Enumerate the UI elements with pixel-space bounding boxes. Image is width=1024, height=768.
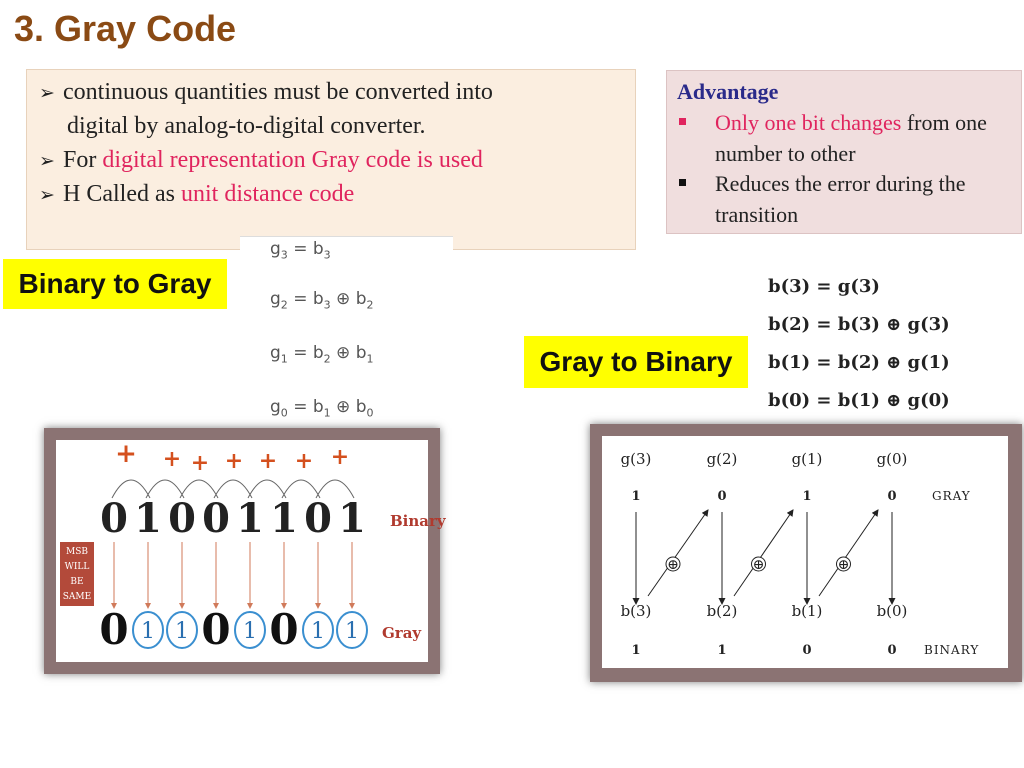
bullet-2-highlight: digital representation Gray code is used [102,147,483,173]
bullet-3-prefix: H Called as [63,181,181,207]
bullet-2-prefix: For [63,147,103,173]
bullet-list-box [26,69,636,250]
plus-sign: + [224,448,244,474]
advantage-item-2-text: Reduces the error during the transition [715,171,966,227]
binary-digit: 0 [100,495,128,542]
binary-digit: 1 [338,495,366,542]
gray-to-binary-formulas [760,268,1022,428]
binary-bit-name: b(3) [620,602,652,620]
binary-value: 1 [717,643,727,658]
binary-value: 1 [631,643,641,658]
gray-label: Gray [382,624,422,642]
plus-sign: + [162,446,182,472]
msb-note-text: WILL [64,562,90,572]
binary-to-gray-label: Binary to Gray [3,259,227,309]
binary-bit-name: b(1) [791,602,823,620]
bullet-3 [39,181,354,208]
gray-digit: 0 [201,605,231,654]
gray-bit-name: g(2) [706,450,738,468]
msb-note-text: BE [70,577,84,587]
gray-digit: 1 [175,619,189,644]
square-bullet-icon [679,118,686,125]
bullet-2 [39,147,483,174]
g2b-formula-line: b(0) = b(1) ⊕ g(0) [768,390,950,411]
binary-to-gray-figure-frame [44,428,446,674]
binary-digit: 0 [304,495,332,542]
slide-title: 3. Gray Code [14,8,237,49]
binary-digit: 0 [168,495,196,542]
gray-value: 1 [802,489,812,504]
gray-digit: 1 [345,619,359,644]
advantage-item-1-text: from one number to other [715,110,987,166]
binary-bit-name: b(0) [876,602,908,620]
b2g-formula-line: $g_1 = b_2$ ⊕ $b_1$ [270,343,374,366]
xor-symbol: ⊕ [667,557,679,573]
bullet-3-highlight: unit distance code [180,181,355,207]
binary-digit: 1 [270,495,298,542]
plus-sign: + [190,450,210,476]
gray-value: 0 [717,489,727,504]
diagonal-arrow [819,510,878,596]
gray-digit: 1 [311,619,325,644]
gray-bit-name: g(1) [791,450,823,468]
advantage-title: Advantage [677,79,779,104]
binary-to-gray-figure [56,439,446,662]
arrow-bullet-icon: ➢ [39,185,55,206]
binary-to-gray-formulas [240,236,453,423]
gray-to-binary-figure-frame [590,424,1022,682]
bullet-1-continuation: digital by analog-to-digital converter. [67,113,426,139]
binary-digit: 1 [236,495,264,542]
b2g-formula-line: $g_2 = b_3$ ⊕ $b_2$ [270,289,374,312]
plus-sign: + [258,448,278,474]
gray-to-binary-diagram [602,436,1008,668]
plus-sign: + [294,448,314,474]
msb-note-text: MSB [66,547,88,557]
g2b-formula-line: b(1) = b(2) ⊕ g(1) [768,352,950,373]
b2g-formula-line: $g_0 = b_1$ ⊕ $b_0$ [270,397,374,420]
bullet-1 [39,79,493,106]
g2b-formula-line: b(2) = b(3) ⊕ g(3) [768,314,950,335]
gray-digit: 0 [99,605,129,654]
gray-value: 1 [631,489,641,504]
gray-digit: 0 [269,605,299,654]
gray-bit-name: g(3) [620,450,652,468]
gray-digit: 1 [141,619,155,644]
binary-digit: 1 [134,495,162,542]
gray-to-binary-label: Gray to Binary [524,336,748,388]
gray-to-binary-figure [602,436,1008,668]
b2g-formula-line: $g_3 = b_3$ [270,239,331,262]
square-bullet-icon [679,179,686,186]
advantage-item-1-highlight: Only one bit changes [715,110,902,135]
gray-bit-name: g(0) [876,450,908,468]
advantage-box [666,70,1022,234]
diagonal-arrow [648,510,708,596]
binary-to-gray-diagram [56,439,446,662]
msb-note-text: SAME [62,592,92,602]
gray-value: 0 [887,489,897,504]
g2b-formula-line: b(3) = g(3) [768,276,880,297]
diagonal-arrow [734,510,793,596]
binary-row-label: BINARY [924,643,980,657]
xor-symbol: ⊕ [837,557,850,573]
xor-symbol: ⊕ [752,557,765,573]
binary-digit: 0 [202,495,230,542]
arrow-bullet-icon: ➢ [39,83,55,104]
plus-sign: + [330,444,350,470]
bullet-1-text: continuous quantities must be converted into [63,79,493,105]
binary-value: 0 [802,643,812,658]
binary-value: 0 [887,643,897,658]
binary-bit-name: b(2) [706,602,738,620]
arrow-bullet-icon: ➢ [39,151,55,172]
plus-sign: + [115,439,137,469]
binary-label: Binary [390,512,446,530]
gray-digit: 1 [243,619,257,644]
gray-row-label: GRAY [932,489,971,503]
